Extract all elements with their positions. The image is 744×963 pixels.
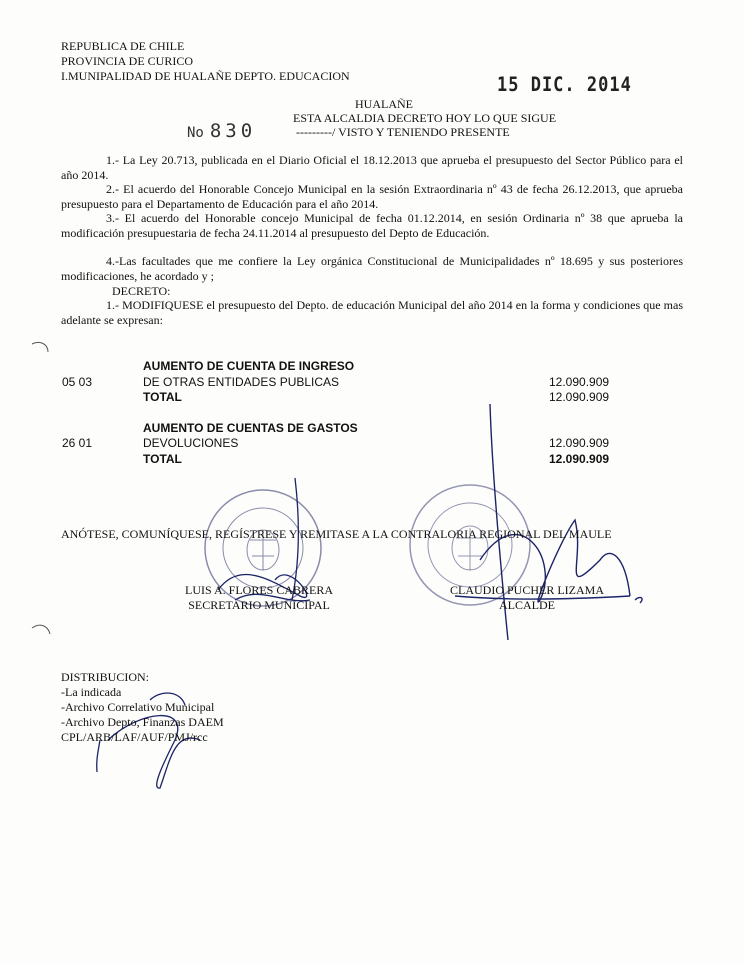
income-item-amount: 12.090.909	[549, 375, 610, 389]
income-heading: AUMENTO DE CUENTA DE INGRESO	[143, 359, 355, 373]
expenses-item-amount: 12.090.909	[549, 436, 610, 450]
secretary-name: LUIS A. FLORES CABRERA	[185, 583, 334, 597]
letterhead-municipality: I.MUNIPALIDAD DE HUALAÑE DEPTO. EDUCACION	[61, 69, 350, 83]
secretary-title: SECRETARIO MUNICIPAL	[188, 598, 330, 612]
expenses-total-amount: 12.090.909	[549, 452, 610, 466]
decree-line: ESTA ALCALDIA DECRETO HOY LO QUE SIGUE	[293, 111, 557, 125]
paragraph-1: 1.- La Ley 20.713, publicada en el Diario Oficial el 18.12.2013 que aprueba el presupuesto del Sector Público para el año 2014.	[61, 153, 683, 182]
decreto-heading: DECRETO:	[112, 284, 171, 298]
income-total-label: TOTAL	[143, 390, 182, 404]
expenses-item: DEVOLUCIONES	[143, 436, 239, 450]
number-value: 830	[209, 120, 257, 142]
mayor-signature-block	[450, 583, 604, 613]
paragraph-2: 2.- El acuerdo del Honorable Concejo Municipal en la sesión Extraordinaria nº 43 de fecha 26.12.2013, que aprueba presupuesto para el Departamento de Educación para el año 2014.	[61, 182, 683, 211]
mayor-name: CLAUDIO PUCHER LIZAMA	[450, 583, 604, 597]
expenses-heading: AUMENTO DE CUENTAS DE GASTOS	[143, 421, 358, 435]
margin-marks	[32, 342, 50, 634]
expenses-total-label: TOTAL	[143, 452, 182, 466]
income-code: 05 03	[62, 375, 93, 389]
expenses-code: 26 01	[62, 436, 93, 450]
distribution-block	[61, 670, 224, 745]
decree-number-stamp	[187, 120, 256, 142]
income-total-amount: 12.090.909	[549, 390, 610, 404]
paragraph-4: 4.-Las facultades que me confiere la Ley orgánica Constitucional de Municipalidades nº 18.695 y sus posteriores modificaciones, he acordado y ;	[61, 254, 683, 283]
date-stamp: 15 DIC. 2014	[497, 73, 632, 97]
letterhead-province: PROVINCIA DE CURICO	[61, 54, 194, 68]
letterhead	[61, 39, 350, 84]
place-name: HUALAÑE	[355, 97, 413, 111]
distribution-heading: DISTRIBUCION:	[61, 670, 150, 684]
distribution-initials: CPL/ARB/LAF/AUF/PMJ/rcc	[61, 730, 208, 744]
distribution-item: -Archivo Correlativo Municipal	[61, 700, 215, 714]
number-prefix: No	[187, 125, 204, 141]
letterhead-country: REPUBLICA DE CHILE	[61, 39, 185, 53]
mayor-title: ALCALDE	[499, 598, 555, 612]
secretary-signature-block	[185, 583, 333, 613]
income-item: DE OTRAS ENTIDADES PUBLICAS	[143, 375, 340, 389]
paragraph-5: 1.- MODIFIQUESE el presupuesto del Depto. de educación Municipal del año 2014 en la forma y condiciones que mas adelante se expresan:	[61, 298, 683, 327]
visto-line: ---------/ VISTO Y TENIENDO PRESENTE	[296, 125, 510, 139]
distribution-item: -La indicada	[61, 685, 122, 699]
closing-statement: ANÓTESE, COMUNÍQUESE, REGÍSTRESE Y REMITASE A LA CONTRALORIA REGIONAL DEL MAULE	[61, 527, 612, 541]
distribution-item: -Archivo Depto, Finanzas DAEM	[61, 715, 224, 729]
paragraph-3: 3.- El acuerdo del Honorable concejo Municipal de fecha 01.12.2014, en sesión Ordinaria nº 38 que aprueba la modificación presupuestaria de fecha 24.11.2014 al presupuesto del Depto de Educación.	[61, 211, 683, 240]
